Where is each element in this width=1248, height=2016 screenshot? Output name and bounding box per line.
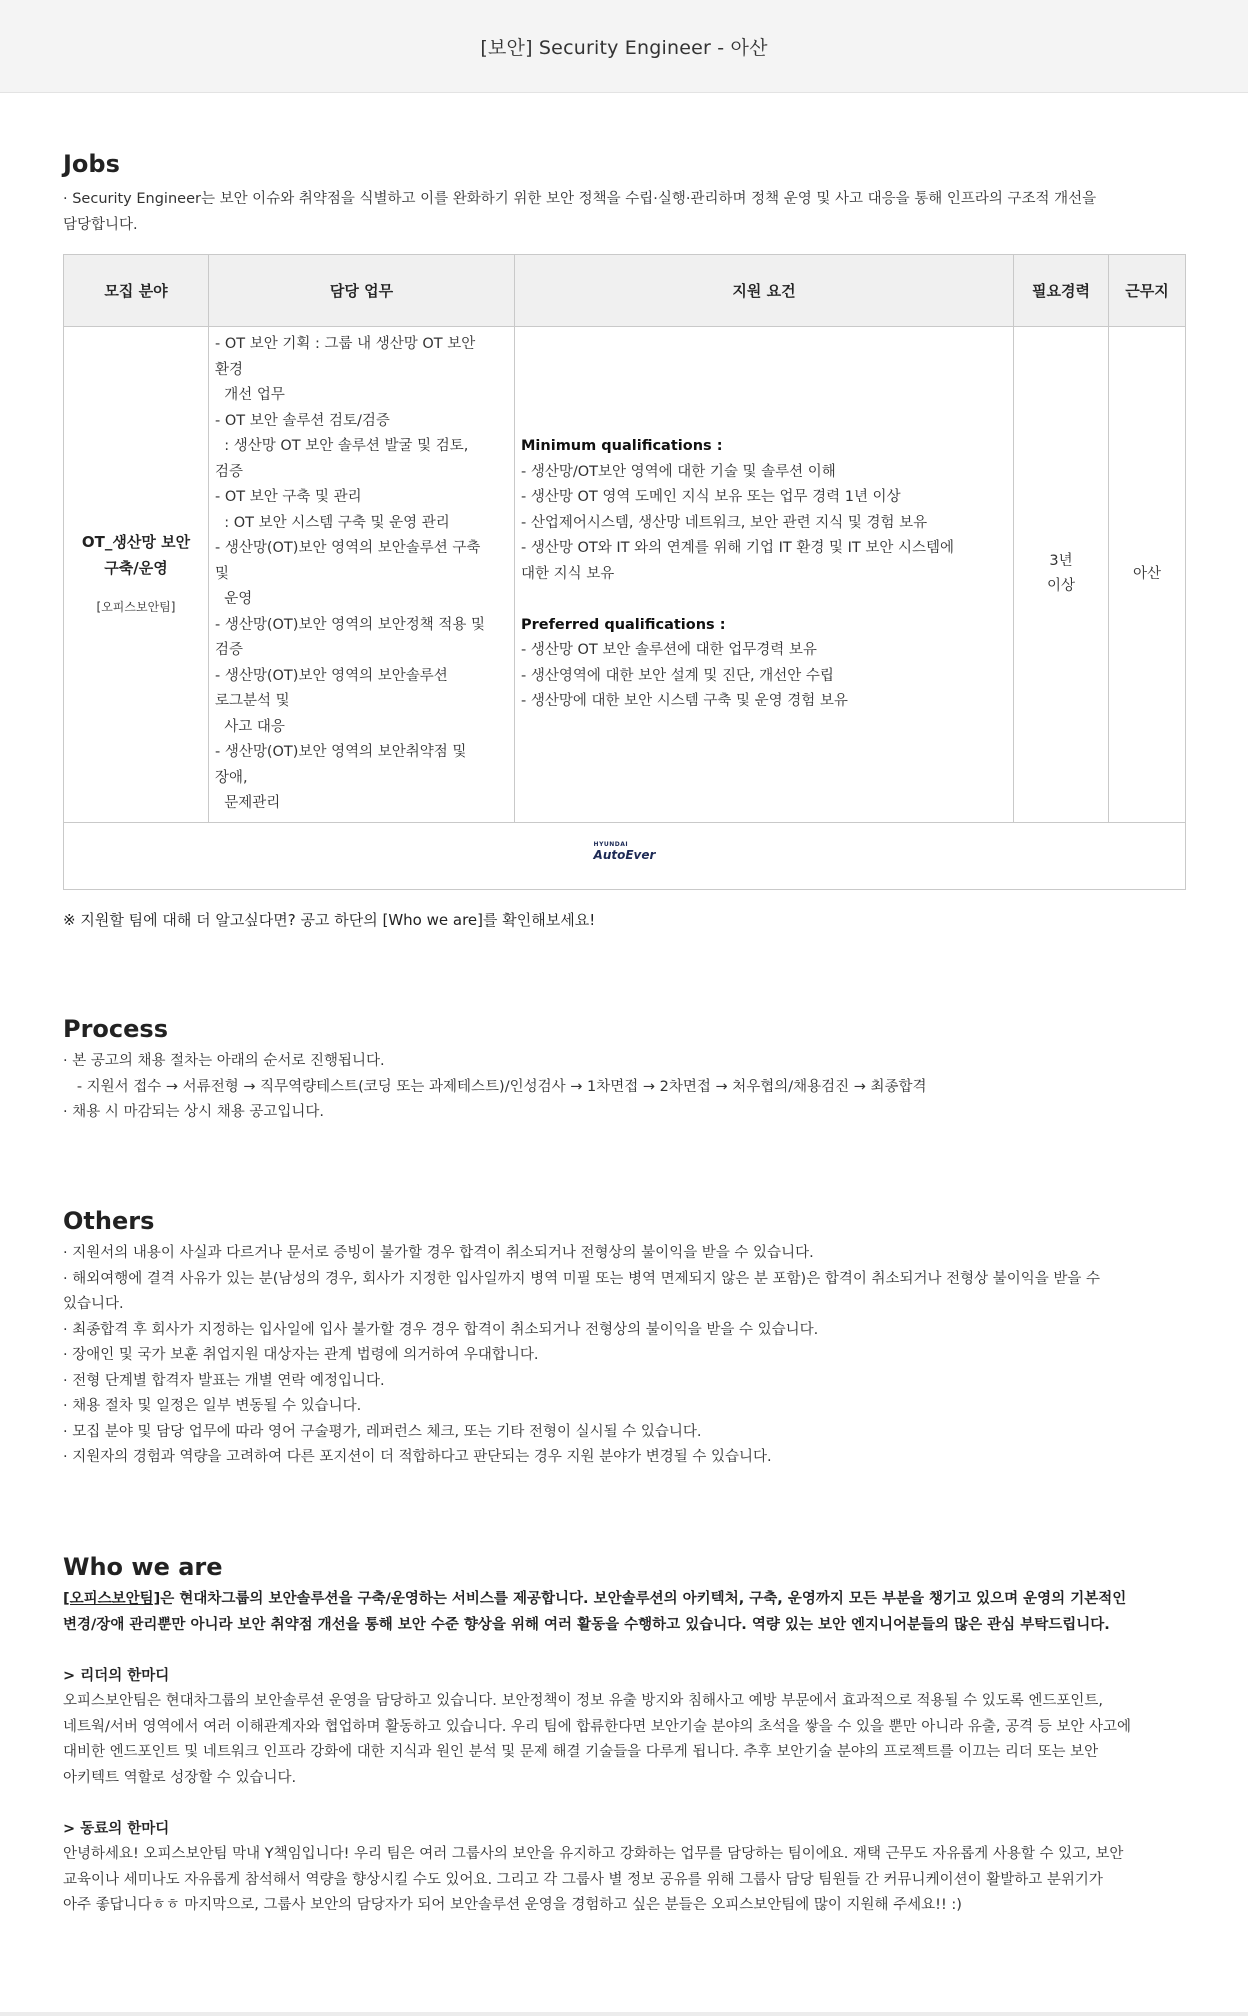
table-row — [64, 327, 1186, 823]
team-intro-line: 변경/장애 관리뿐만 아니라 보안 취약점 개선을 통해 보안 수준 향상을 위해 여러 활동을 수행하고 있습니다. 역량 있는 보안 엔지니어분들의 많은 관심 부탁드립니다. — [63, 1616, 1110, 1633]
duty-line: 검증 — [215, 642, 244, 658]
jobs-table-header-row — [64, 255, 1186, 327]
others-line: 있습니다. — [63, 1296, 124, 1312]
leader-message-title: > 리더의 한마디 — [63, 1667, 170, 1684]
jobs-heading: Jobs — [63, 150, 120, 178]
duty-line: 개선 업무 — [215, 387, 285, 403]
jobs-desc-line: · Security Engineer는 보안 이슈와 취약점을 식별하고 이를 완화하기 위한 보안 정책을 수립·실행·관리하며 정책 운영 및 사고 대응을 통해 인프라의 구조적 개선을 — [63, 191, 1097, 207]
requirements-cell — [515, 327, 1014, 823]
peer-message-line: 아주 좋답니다ㅎㅎ 마지막으로, 그룹사 보안의 담당자가 되어 보안솔루션 운영을 경험하고 싶은 분들은 오피스보안팀에 많이 지원해 주세요!! :) — [63, 1897, 962, 1913]
duty-line: - 생산망(OT)보안 영역의 보안취약점 및 — [215, 744, 467, 760]
peer-message-title: > 동료의 한마디 — [63, 1820, 170, 1837]
process-line: - 지원서 접수 → 서류전형 → 직무역량테스트(코딩 또는 과제테스트)/인성검사 → 1차면접 → 2차면접 → 처우협의/채용검진 → 최종합격 — [63, 1078, 927, 1095]
field-name-line: 구축/운영 — [104, 558, 168, 577]
logo-text-top: HYUNDAI — [593, 841, 629, 849]
col-header-location: 근무지 — [1109, 255, 1186, 327]
experience-line: 이상 — [1046, 578, 1075, 595]
requirement-item: - 생산망 OT 영역 도메인 지식 보유 또는 업무 경력 1년 이상 — [521, 489, 901, 505]
team-info-note: ※ 지원할 팀에 대해 더 알고싶다면? 공고 하단의 [Who we are]를 확인해보세요! — [63, 911, 596, 929]
col-header-field: 모집 분야 — [64, 255, 209, 327]
peer-message-line: 안녕하세요! 오피스보안팀 막내 Y책임입니다! 우리 팀은 여러 그룹사의 보안을 유지하고 강화하는 업무를 담당하는 팀이에요. 재택 근무도 자유롭게 사용할 수 있고, 보안 — [63, 1846, 1124, 1862]
others-line: · 최종합격 후 회사가 지정하는 입사일에 입사 불가할 경우 경우 합격이 취소되거나 전형상의 불이익을 받을 수 있습니다. — [63, 1321, 819, 1338]
duty-line: - OT 보안 기획 : 그룹 내 생산망 OT 보안 — [215, 336, 476, 352]
duty-line: - OT 보안 구축 및 관리 — [215, 489, 362, 505]
duty-line: - OT 보안 솔루션 검토/검증 — [215, 412, 390, 429]
process-heading: Process — [63, 1015, 168, 1043]
col-header-requirements: 지원 요건 — [515, 255, 1014, 327]
field-name — [64, 529, 208, 581]
leader-message-line: 아키텍트 역할로 성장할 수 있습니다. — [63, 1769, 297, 1786]
experience-cell — [1014, 327, 1109, 823]
requirement-item: - 생산영역에 대한 보안 설계 및 진단, 개선안 수립 — [521, 667, 834, 684]
others-heading: Others — [63, 1207, 155, 1235]
others-line: · 장애인 및 국가 보훈 취업지원 대상자는 관계 법령에 의거하여 우대합니다. — [63, 1347, 539, 1363]
requirement-item: - 생산망 OT 보안 솔루션에 대한 업무경력 보유 — [521, 642, 817, 658]
duty-line: 환경 — [215, 361, 244, 378]
duty-line: 로그분석 및 — [215, 693, 290, 709]
location-cell: 아산 — [1109, 327, 1186, 823]
others-list — [63, 1241, 1185, 1471]
duty-line: 검증 — [215, 463, 244, 480]
duties-cell — [209, 327, 515, 823]
preferred-qualifications-list — [521, 638, 1007, 715]
leader-message-line: 대비한 엔드포인트 및 네트워크 인프라 강화에 대한 지식과 원인 분석 및 문제 해결 기술들을 다루게 됩니다. 추후 보안기술 분야의 프로젝트를 이끄는 리더 또는 보안 — [63, 1744, 1099, 1760]
process-list — [63, 1049, 1185, 1126]
requirement-item: - 산업제어시스템, 생산망 네트워크, 보안 관련 지식 및 경험 보유 — [521, 514, 928, 531]
col-header-experience: 필요경력 — [1014, 255, 1109, 327]
duty-line: 사고 대응 — [215, 718, 285, 735]
process-line: · 본 공고의 채용 절차는 아래의 순서로 진행됩니다. — [63, 1053, 385, 1069]
duty-line: 및 — [215, 565, 230, 582]
duty-line: : OT 보안 시스템 구축 및 운영 관리 — [215, 514, 450, 531]
requirement-item: - 생산망에 대한 보안 시스템 구축 및 운영 경험 보유 — [521, 693, 848, 709]
team-name: [오피스보안팀] — [96, 599, 176, 614]
logo-cell — [64, 822, 1186, 889]
col-header-duties: 담당 업무 — [209, 255, 515, 327]
duty-line: : 생산망 OT 보안 솔루션 발굴 및 검토, — [215, 438, 469, 454]
jobs-table — [63, 254, 1186, 890]
duty-line: - 생산망(OT)보안 영역의 보안정책 적용 및 — [215, 616, 485, 633]
process-line: · 채용 시 마감되는 상시 채용 공고입니다. — [63, 1104, 324, 1120]
leader-message-line: 네트웍/서버 영역에서 여러 이해관계자와 협업하며 활동하고 있습니다. 우리 팀에 합류한다면 보안기술 분야의 초석을 쌓을 수 있을 뿐만 아니라 유출, 공격 등 보안 사고에 — [63, 1718, 1131, 1735]
field-name-line: OT_생산망 보안 — [81, 532, 191, 551]
hyundai-autoever-logo — [594, 842, 656, 861]
duties-list — [215, 332, 508, 817]
others-line: · 모집 분야 및 담당 업무에 따라 영어 구술평가, 레퍼런스 체크, 또는 기타 전형이 실시될 수 있습니다. — [63, 1423, 702, 1440]
preferred-qualifications-title: Preferred qualifications : — [521, 616, 726, 633]
team-intro-line — [63, 1587, 1185, 1613]
duty-line: 문제관리 — [215, 795, 281, 811]
peer-message — [63, 1842, 1185, 1919]
leader-message-line: 오피스보안팀은 현대차그룹의 보안솔루션 운영을 담당하고 있습니다. 보안정책이 정보 유출 방지와 침해사고 예방 부문에서 효과적으로 적용될 수 있도록 엔드포인트, — [63, 1693, 1104, 1709]
others-line: · 지원서의 내용이 사실과 다르거나 문서로 증빙이 불가할 경우 합격이 취소되거나 전형상의 불이익을 받을 수 있습니다. — [63, 1245, 814, 1261]
requirement-item: - 생산망 OT와 IT 와의 연계를 위해 기업 IT 환경 및 IT 보안 시스템에 — [521, 540, 954, 556]
jobs-desc-line: 담당합니다. — [63, 216, 138, 233]
requirement-item: 대한 지식 보유 — [521, 565, 615, 582]
page-bottom-bar — [0, 2012, 1248, 2016]
others-line: · 채용 절차 및 일정은 일부 변동될 수 있습니다. — [63, 1398, 362, 1414]
others-line: · 해외여행에 결격 사유가 있는 분(남성의 경우, 회사가 지정한 입사일까지 병역 미필 또는 병역 면제되지 않은 분 포함)은 합격이 취소되거나 전형상 불이익을 받을 수 — [63, 1270, 1100, 1287]
others-line: · 전형 단계별 합격자 발표는 개별 연락 예정입니다. — [63, 1372, 385, 1389]
jobs-description — [63, 187, 1185, 238]
requirement-item: - 생산망/OT보안 영역에 대한 기술 및 솔루션 이해 — [521, 463, 836, 480]
team-intro-text: 은 현대차그룹의 보안솔루션을 구축/운영하는 서비스를 제공합니다. 보안솔루션의 아키텍처, 구축, 운영까지 모든 부분을 챙기고 있으며 운영의 기본적인 — [160, 1591, 1127, 1607]
who-we-are-body — [63, 1587, 1185, 1919]
duty-line: 장애, — [215, 769, 248, 786]
minimum-qualifications-title: Minimum qualifications : — [521, 438, 723, 454]
duty-line: - 생산망(OT)보안 영역의 보안솔루션 구축 — [215, 540, 481, 556]
duty-line: - 생산망(OT)보안 영역의 보안솔루션 — [215, 667, 448, 684]
experience-line: 3년 — [1049, 552, 1073, 569]
peer-message-line: 교육이나 세미나도 자유롭게 참석해서 역량을 향상시킬 수도 있어요. 그리고 각 그룹사 별 정보 공유를 위해 그룹사 담당 팀원들 간 커뮤니케이션이 활발하고 분위기가 — [63, 1871, 1103, 1888]
others-line: · 지원자의 경험과 역량을 고려하여 다른 포지션이 더 적합하다고 판단되는 경우 지원 분야가 변경될 수 있습니다. — [63, 1449, 772, 1465]
team-intro-name: [오피스보안팀] — [63, 1591, 161, 1607]
who-we-are-heading: Who we are — [63, 1553, 223, 1581]
page-header — [0, 0, 1248, 93]
field-cell — [64, 327, 209, 823]
job-posting-title: [보안] Security Engineer - 아산 — [480, 36, 768, 59]
minimum-qualifications-list — [521, 460, 1007, 588]
duty-line: 운영 — [215, 591, 253, 607]
leader-message — [63, 1689, 1185, 1791]
logo-row — [64, 822, 1186, 889]
logo-text-main: AutoEver — [593, 848, 656, 863]
